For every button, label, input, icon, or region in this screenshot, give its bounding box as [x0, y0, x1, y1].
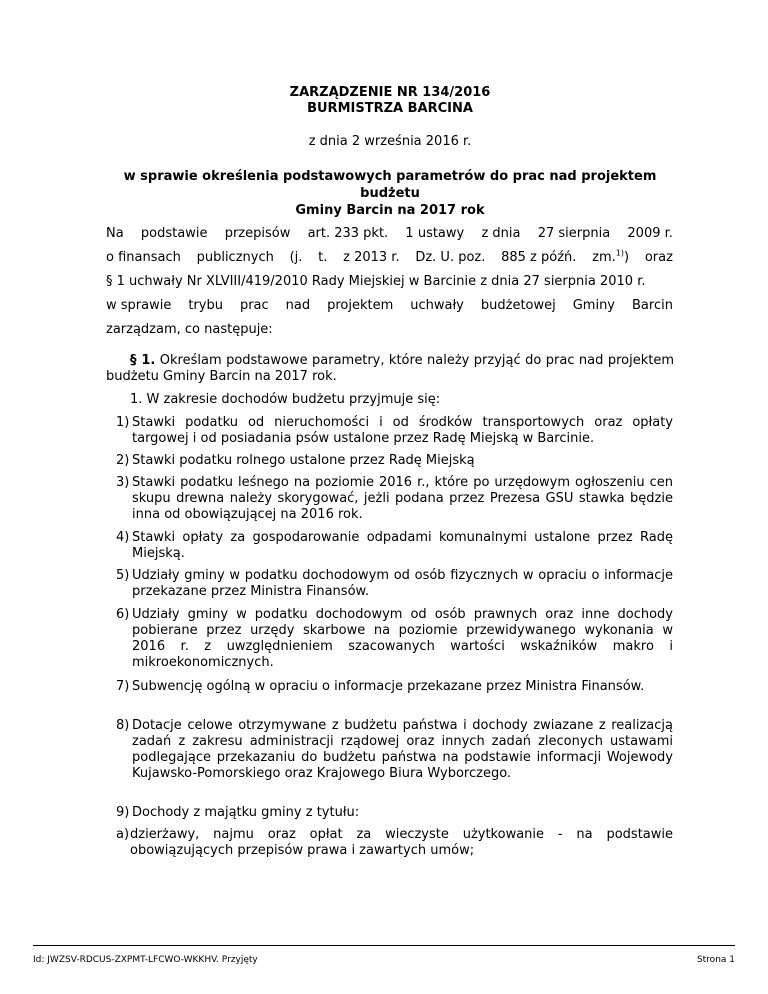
list-item — [116, 805, 673, 821]
list-number: 6) — [116, 607, 130, 622]
subject-line1: w sprawie określenia podstawowych parametrów do prac nad projektem budżetu — [123, 169, 657, 201]
list-text: Udziały gminy w podatku dochodowym od osób fizycznych w opraciu o informacje przekazane przez Ministra Finansów. — [132, 568, 673, 599]
list-item — [116, 607, 673, 671]
list-letter: a) — [116, 827, 130, 842]
word: oraz — [644, 250, 673, 265]
section-1-paragraph — [106, 353, 674, 385]
document-title-line1: ZARZĄDZENIE NR 134/2016 — [289, 85, 491, 100]
word: przepisów — [224, 226, 291, 241]
footnote-number: 1) — [615, 248, 624, 258]
list-text: Stawki opłaty za gospodarowanie odpadami komunalnymi ustalone przez Radę Miejską. — [132, 530, 673, 561]
word: budżetowej — [480, 298, 556, 313]
preamble-line2 — [106, 250, 673, 266]
list-number: 4) — [116, 530, 130, 545]
word: publicznych — [196, 250, 274, 265]
document-date: z dnia 2 września 2016 r. — [308, 134, 472, 149]
word: o finansach — [106, 250, 181, 265]
list-number: 5) — [116, 568, 130, 583]
word: Barcin — [632, 298, 673, 313]
list-item — [116, 415, 673, 447]
list-number: 8) — [116, 718, 130, 733]
word: 27 sierpnia — [537, 226, 611, 241]
word: z dnia — [481, 226, 521, 241]
word: Dz. U. poz. — [415, 250, 486, 265]
list-number: 1) — [116, 415, 130, 430]
preamble-line4 — [106, 298, 673, 314]
word: z 2013 r. — [343, 250, 400, 265]
word: Na — [106, 226, 124, 241]
preamble-line5: zarządzam, co następuje: — [106, 322, 273, 337]
list-text: Dochody z majątku gminy z tytułu: — [132, 805, 360, 820]
section-1-text: Określam podstawowe parametry, które należy przyjąć do prac nad projektem budżetu Gminy Barcin na 2017 rok. — [106, 353, 674, 384]
section-1-sub1: 1. W zakresie dochodów budżetu przyjmuje się: — [130, 392, 441, 407]
list-item — [116, 718, 673, 782]
list-item — [116, 475, 673, 523]
word: Gminy — [572, 298, 616, 313]
word: ) — [624, 250, 630, 265]
list-item — [116, 453, 673, 469]
footer-document-id: Id: JWZSV-RDCUS-ZXPMT-LFCWO-WKKHV. Przyjęty — [33, 955, 258, 965]
footnote-ref — [592, 250, 629, 266]
word: trybu — [188, 298, 223, 313]
word: projektem — [327, 298, 394, 313]
word: podstawie — [140, 226, 208, 241]
list-item — [116, 568, 673, 600]
document-title-line2: BURMISTRZA BARCINA — [307, 101, 473, 116]
document-subject — [105, 168, 675, 219]
word: nad — [285, 298, 311, 313]
list-number: 9) — [116, 805, 130, 820]
subject-line2: Gminy Barcin na 2017 rok — [295, 203, 485, 218]
list-item — [116, 679, 673, 695]
section-mark: § 1. — [130, 353, 156, 368]
list-text: Udziały gminy w podatku dochodowym od osób prawnych oraz inne dochody pobierane przez urzędy skarbowe na poziomie przewidywanego wykonania w 2016 r. z uwzględnieniem szacowanych wartości wskaźników makro i mikroekonomicznych. — [132, 607, 673, 670]
list-number: 2) — [116, 453, 130, 468]
word: uchwały — [410, 298, 464, 313]
word: w sprawie — [106, 298, 172, 313]
preamble-line3: § 1 uchwały Nr XLVIII/419/2010 Rady Miejskiej w Barcinie z dnia 27 sierpnia 2010 r. — [106, 274, 646, 289]
list-text: Stawki podatku od nieruchomości i od środków transportowych oraz opłaty targowej i od posiadania psów ustalone przez Radę Miejską w Barcinie. — [132, 415, 673, 446]
word: art. 233 pkt. — [307, 226, 389, 241]
word: 1 ustawy — [405, 226, 465, 241]
sub-list-item — [116, 827, 673, 859]
list-number: 7) — [116, 679, 130, 694]
list-text: Stawki podatku rolnego ustalone przez Radę Miejską — [132, 453, 475, 468]
word: zm. — [592, 250, 616, 265]
preamble-line1 — [106, 226, 673, 242]
footer-divider — [33, 945, 735, 946]
list-item — [116, 530, 673, 562]
footer-page-number: Strona 1 — [696, 955, 735, 965]
word: prac — [239, 298, 269, 313]
list-text: dzierżawy, najmu oraz opłat za wieczyste użytkowanie - na podstawie obowiązujących przepisów prawa i zawartych umów; — [130, 827, 673, 858]
list-text: Dotacje celowe otrzymywane z budżetu państwa i dochody zwiazane z realizacją zadań z zakresu administracji rządowej oraz innych zadań zleconych ustawami podlegające przekazaniu do budżetu państwa na podstawie informacji Wojewody Kujawsko-Pomorskiego oraz Krajowego Biura Wyborczego. — [132, 718, 673, 781]
word: 885 z późń. — [501, 250, 577, 265]
list-number: 3) — [116, 475, 130, 490]
word: 2009 r. — [627, 226, 673, 241]
list-text: Subwencję ogólną w opraciu o informacje przekazane przez Ministra Finansów. — [132, 679, 645, 694]
word: t. — [318, 250, 328, 265]
list-text: Stawki podatku leśnego na poziomie 2016 r., które po urzędowym ogłoszeniu cen skupu drewna należy skorygować, jeżli podana przez Prezesa GSU stawka będzie inna od obowiązującej na 2016 rok. — [132, 475, 673, 522]
word: (j. — [289, 250, 303, 265]
